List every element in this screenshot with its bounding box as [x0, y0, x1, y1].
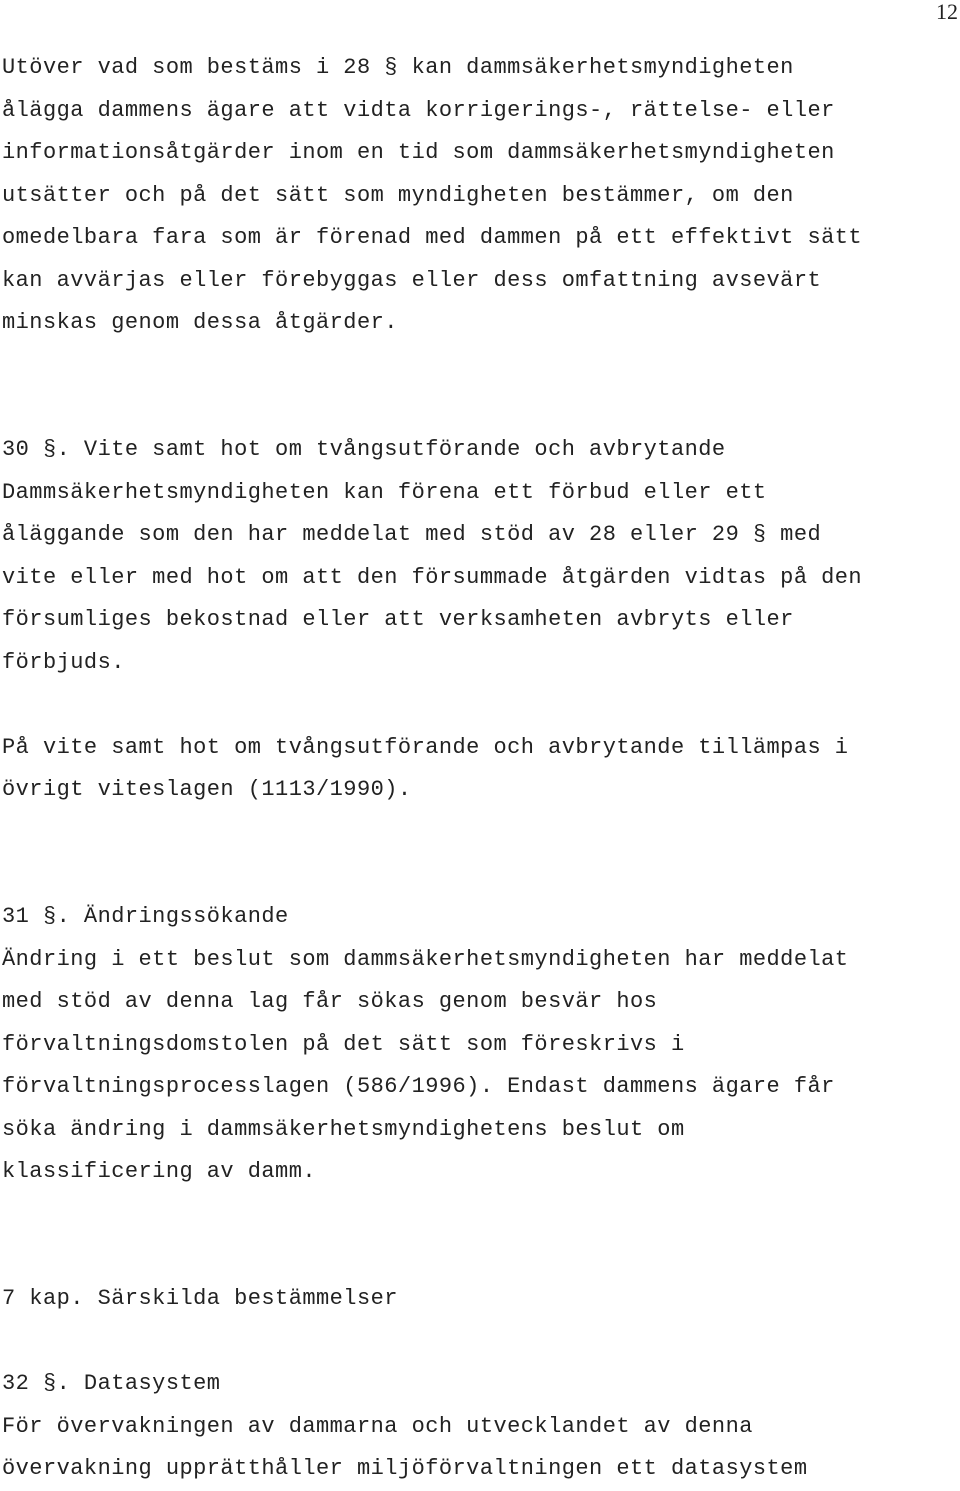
text-line: kan avvärjas eller förebyggas eller dess omfattning avsevärt: [2, 267, 822, 293]
blank-line: [2, 1194, 952, 1237]
text-line: Dammsäkerhetsmyndigheten kan förena ett förbud eller ett: [2, 479, 767, 505]
text-line: minskas genom dessa åtgärder.: [2, 310, 398, 335]
blank-line: [2, 1321, 952, 1364]
text-line: På vite samt hot om tvångsutförande och avbrytande tillämpas i: [2, 734, 849, 760]
blank-line: [2, 684, 952, 727]
page-number: 12: [936, 0, 958, 24]
text-line: informationsåtgärder inom en tid som dammsäkerhetsmyndigheten: [2, 140, 835, 165]
text-line: Ändring i ett beslut som dammsäkerhetsmyndigheten har meddelat: [2, 946, 849, 972]
text-line: förbjuds.: [2, 649, 125, 675]
section-30: [2, 429, 952, 684]
text-line: med stöd av denna lag får sökas genom besvär hos: [2, 989, 658, 1014]
paragraph-29-continuation: [2, 47, 952, 345]
text-line: övervakning upprätthåller miljöförvaltningen ett datasystem: [2, 1456, 808, 1481]
text-line: förvaltningsprocesslagen (586/1996). Endast dammens ägare får: [2, 1074, 835, 1099]
text-line: Utöver vad som bestäms i 28 § kan dammsäkerhetsmyndigheten: [2, 55, 794, 80]
chapter-heading: 7 kap. Särskilda bestämmelser: [2, 1286, 398, 1311]
text-line: För övervakningen av dammarna och utvecklandet av denna: [2, 1413, 753, 1439]
text-line: klassificering av damm.: [2, 1159, 316, 1184]
text-line: åläggande som den har meddelat med stöd av 28 eller 29 § med: [2, 522, 822, 547]
text-line: förvaltningsdomstolen på det sätt som föreskrivs i: [2, 1031, 685, 1057]
blank-line: [2, 387, 952, 429]
text-line: omedelbara fara som är förenad med dammen på ett effektivt sätt: [2, 225, 863, 250]
text-line: söka ändring i dammsäkerhetsmyndighetens beslut om: [2, 1116, 685, 1142]
section-32: [2, 1363, 952, 1491]
section-heading: 31 §. Ändringssökande: [2, 904, 289, 929]
chapter-7: [2, 1278, 952, 1321]
paragraph-viteslagen: [2, 727, 952, 812]
text-line: övrigt viteslagen (1113/1990).: [2, 777, 412, 802]
blank-line: [2, 854, 952, 896]
document-body: [2, 47, 952, 1491]
text-line: utsätter och på det sätt som myndigheten bestämmer, om den: [2, 182, 794, 208]
section-31: [2, 896, 952, 1194]
blank-line: [2, 1236, 952, 1278]
blank-line: [2, 812, 952, 855]
text-line: försumliges bekostnad eller att verksamheten avbryts eller: [2, 607, 794, 632]
text-line: vite eller med hot om att den försummade åtgärden vidtas på den: [2, 564, 863, 590]
blank-line: [2, 345, 952, 388]
text-line: ålägga dammens ägare att vidta korrigerings-, rättelse- eller: [2, 97, 835, 123]
section-heading: 32 §. Datasystem: [2, 1371, 221, 1396]
section-heading: 30 §. Vite samt hot om tvångsutförande och avbrytande: [2, 437, 726, 462]
